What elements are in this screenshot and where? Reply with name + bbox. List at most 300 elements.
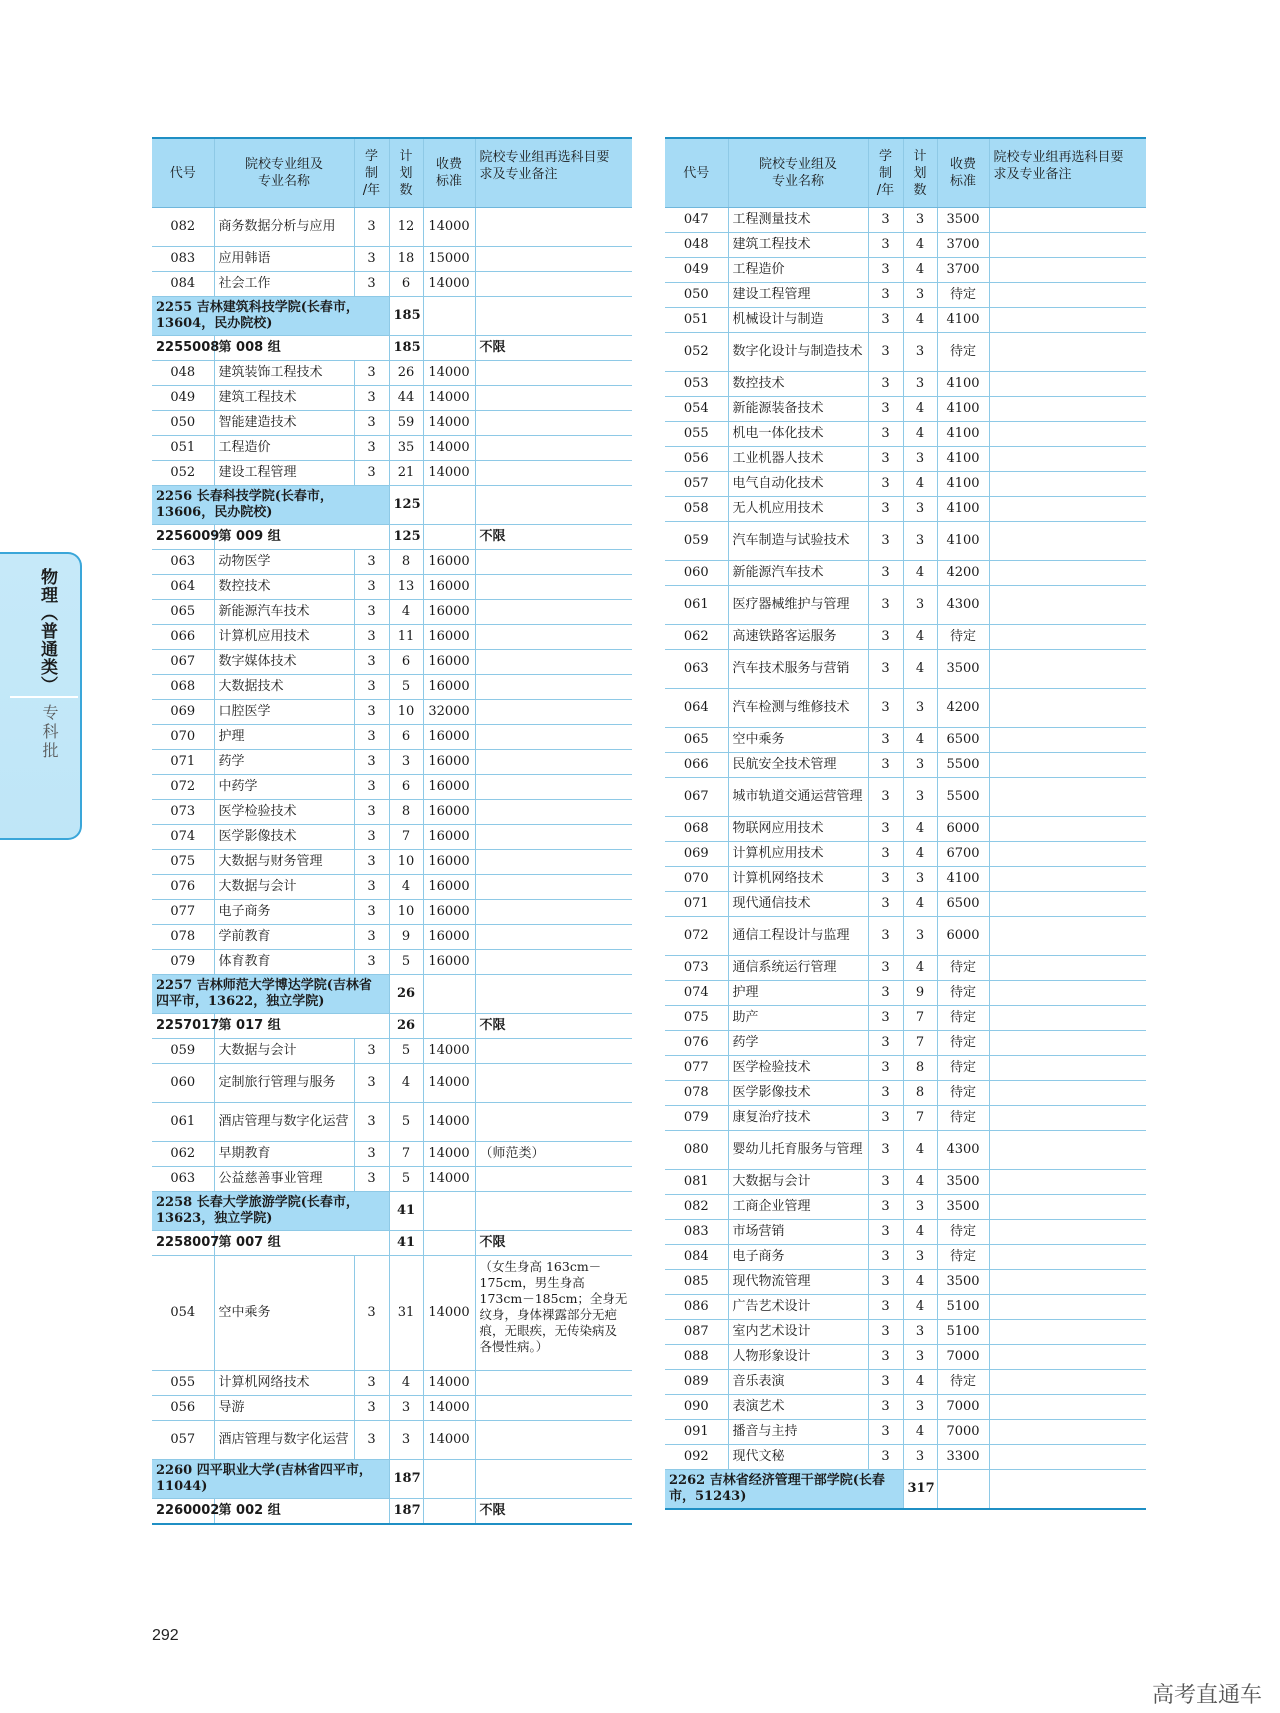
major-row [152, 675, 632, 700]
major-note [989, 917, 1146, 956]
major-note [989, 372, 1146, 397]
major-row [152, 1256, 632, 1371]
major-note [475, 950, 632, 975]
major-row [665, 892, 1146, 917]
major-note [989, 258, 1146, 283]
major-name: 建筑工程技术 [728, 233, 868, 258]
major-row [665, 1056, 1146, 1081]
major-plan: 4 [389, 875, 423, 900]
major-plan: 5 [389, 950, 423, 975]
major-code: 051 [152, 436, 214, 461]
major-years: 3 [868, 372, 903, 397]
major-note [989, 867, 1146, 892]
major-note [989, 522, 1146, 561]
major-code: 080 [665, 1131, 728, 1170]
major-fee: 4100 [937, 867, 989, 892]
major-name: 药学 [214, 750, 354, 775]
major-row [665, 753, 1146, 778]
major-code: 049 [152, 386, 214, 411]
major-years: 3 [354, 700, 389, 725]
major-note [989, 1170, 1146, 1195]
school-name: 2256 长春科技学院(长春市，13606，民办院校) [152, 486, 389, 525]
group-name: 第 017 组 [214, 1014, 389, 1039]
major-name: 汽车技术服务与营销 [728, 650, 868, 689]
major-note [475, 272, 632, 297]
major-code: 054 [152, 1256, 214, 1371]
major-row [152, 800, 632, 825]
major-years: 3 [354, 650, 389, 675]
major-row [152, 208, 632, 247]
major-name: 汽车检测与维修技术 [728, 689, 868, 728]
major-name: 室内艺术设计 [728, 1320, 868, 1345]
major-plan: 4 [903, 1170, 937, 1195]
major-fee: 16000 [423, 650, 475, 675]
major-years: 3 [354, 1103, 389, 1142]
major-name: 护理 [214, 725, 354, 750]
major-note [475, 675, 632, 700]
major-row [152, 575, 632, 600]
major-plan: 3 [903, 1245, 937, 1270]
left-admission-table [152, 137, 632, 1525]
major-name: 建设工程管理 [214, 461, 354, 486]
group-note: 不限 [475, 1231, 632, 1256]
major-name: 大数据与会计 [214, 1039, 354, 1064]
major-code: 067 [665, 778, 728, 817]
major-fee: 14000 [423, 386, 475, 411]
major-note [475, 575, 632, 600]
major-row [152, 600, 632, 625]
major-code: 076 [152, 875, 214, 900]
major-code: 056 [152, 1396, 214, 1421]
major-years: 3 [868, 233, 903, 258]
major-years: 3 [868, 753, 903, 778]
major-fee: 14000 [423, 1064, 475, 1103]
major-code: 067 [152, 650, 214, 675]
major-fee: 14000 [423, 1039, 475, 1064]
major-note [989, 981, 1146, 1006]
major-name: 医学检验技术 [728, 1056, 868, 1081]
major-note [475, 750, 632, 775]
major-name: 助产 [728, 1006, 868, 1031]
major-plan: 4 [903, 842, 937, 867]
major-plan: 3 [903, 867, 937, 892]
major-plan: 4 [903, 956, 937, 981]
major-code: 072 [665, 917, 728, 956]
major-fee: 6700 [937, 842, 989, 867]
major-years: 3 [868, 447, 903, 472]
major-plan: 18 [389, 247, 423, 272]
major-code: 085 [665, 1270, 728, 1295]
major-note [989, 892, 1146, 917]
major-note [475, 875, 632, 900]
major-plan: 3 [903, 1445, 937, 1470]
major-years: 3 [868, 397, 903, 422]
major-row [152, 247, 632, 272]
header-years: 学 制 /年 [868, 138, 903, 208]
major-name: 早期教育 [214, 1142, 354, 1167]
major-fee: 4200 [937, 561, 989, 586]
major-row [665, 867, 1146, 892]
major-plan: 10 [389, 700, 423, 725]
major-plan: 4 [903, 308, 937, 333]
major-row [665, 842, 1146, 867]
major-years: 3 [868, 1370, 903, 1395]
major-years: 3 [354, 775, 389, 800]
major-code: 064 [152, 575, 214, 600]
major-years: 3 [868, 561, 903, 586]
major-name: 计算机应用技术 [214, 625, 354, 650]
major-fee: 4100 [937, 397, 989, 422]
tab-divider [10, 696, 78, 698]
major-name: 医学影像技术 [728, 1081, 868, 1106]
major-fee: 待定 [937, 1056, 989, 1081]
major-note [475, 208, 632, 247]
major-note [475, 1064, 632, 1103]
major-note: （女生身高 163cm－175cm，男生身高 173cm－185cm；全身无纹身，身体裸露部分无疤痕，无眼疾，无传染病及各慢性病。） [475, 1256, 632, 1371]
major-fee: 3500 [937, 208, 989, 233]
group-row [152, 1499, 632, 1524]
major-fee: 16000 [423, 925, 475, 950]
major-years: 3 [354, 361, 389, 386]
major-code: 068 [665, 817, 728, 842]
major-fee: 待定 [937, 1245, 989, 1270]
major-fee: 16000 [423, 800, 475, 825]
school-plan: 185 [389, 297, 423, 336]
major-note [989, 1056, 1146, 1081]
major-fee: 4100 [937, 372, 989, 397]
major-years: 3 [354, 1167, 389, 1192]
group-row [152, 1231, 632, 1256]
major-years: 3 [354, 1396, 389, 1421]
school-plan: 26 [389, 975, 423, 1014]
major-name: 音乐表演 [728, 1370, 868, 1395]
major-note [989, 397, 1146, 422]
major-fee: 14000 [423, 1396, 475, 1421]
header-note: 院校专业组再选科目要 求及专业备注 [475, 138, 632, 208]
major-code: 066 [152, 625, 214, 650]
major-note [989, 625, 1146, 650]
major-name: 播音与主持 [728, 1420, 868, 1445]
major-name: 现代文秘 [728, 1445, 868, 1470]
major-years: 3 [354, 208, 389, 247]
major-code: 084 [665, 1245, 728, 1270]
major-years: 3 [868, 1170, 903, 1195]
major-row [152, 1371, 632, 1396]
major-name: 数字化设计与制造技术 [728, 333, 868, 372]
major-plan: 3 [903, 447, 937, 472]
major-name: 城市轨道交通运营管理 [728, 778, 868, 817]
major-years: 3 [354, 800, 389, 825]
major-name: 康复治疗技术 [728, 1106, 868, 1131]
major-name: 新能源汽车技术 [214, 600, 354, 625]
major-code: 082 [152, 208, 214, 247]
major-code: 063 [665, 650, 728, 689]
school-plan: 317 [903, 1470, 937, 1509]
group-code: 2256009 [152, 525, 214, 550]
group-code: 2255008 [152, 336, 214, 361]
major-plan: 3 [903, 1320, 937, 1345]
school-row [152, 486, 632, 525]
major-years: 3 [868, 283, 903, 308]
major-plan: 3 [903, 1195, 937, 1220]
major-fee: 14000 [423, 272, 475, 297]
major-years: 3 [354, 1142, 389, 1167]
group-name: 第 009 组 [214, 525, 389, 550]
major-code: 062 [152, 1142, 214, 1167]
major-row [152, 750, 632, 775]
major-years: 3 [868, 497, 903, 522]
group-plan: 125 [389, 525, 423, 550]
major-code: 050 [665, 283, 728, 308]
major-plan: 3 [903, 522, 937, 561]
group-plan: 185 [389, 336, 423, 361]
major-name: 数控技术 [214, 575, 354, 600]
header-name: 院校专业组及 专业名称 [214, 138, 354, 208]
major-plan: 11 [389, 625, 423, 650]
watermark: 高考直通车 [1151, 1683, 1262, 1708]
major-years: 3 [868, 1320, 903, 1345]
major-plan: 4 [903, 650, 937, 689]
major-name: 医学检验技术 [214, 800, 354, 825]
major-note [989, 308, 1146, 333]
major-name: 婴幼儿托育服务与管理 [728, 1131, 868, 1170]
school-row [152, 975, 632, 1014]
major-years: 3 [354, 900, 389, 925]
major-plan: 3 [903, 586, 937, 625]
major-plan: 13 [389, 575, 423, 600]
major-note [989, 1031, 1146, 1056]
major-row [152, 461, 632, 486]
major-row [665, 1131, 1146, 1170]
major-years: 3 [354, 825, 389, 850]
major-fee: 6000 [937, 917, 989, 956]
major-fee: 3300 [937, 1445, 989, 1470]
major-row [665, 728, 1146, 753]
major-row [665, 397, 1146, 422]
major-code: 068 [152, 675, 214, 700]
major-note [475, 900, 632, 925]
major-name: 市场营销 [728, 1220, 868, 1245]
major-row [152, 775, 632, 800]
major-fee: 3500 [937, 1195, 989, 1220]
major-row [152, 411, 632, 436]
major-years: 3 [868, 1031, 903, 1056]
major-fee: 14000 [423, 411, 475, 436]
major-note [475, 800, 632, 825]
major-name: 护理 [728, 981, 868, 1006]
major-plan: 4 [903, 1370, 937, 1395]
header-years: 学 制 /年 [354, 138, 389, 208]
major-fee: 14000 [423, 436, 475, 461]
major-code: 048 [152, 361, 214, 386]
major-note [989, 817, 1146, 842]
group-name: 第 008 组 [214, 336, 389, 361]
major-fee: 16000 [423, 875, 475, 900]
major-code: 063 [152, 550, 214, 575]
major-code: 075 [152, 850, 214, 875]
major-code: 059 [152, 1039, 214, 1064]
major-years: 3 [354, 411, 389, 436]
major-years: 3 [868, 892, 903, 917]
major-note [989, 1006, 1146, 1031]
major-plan: 7 [903, 1031, 937, 1056]
category-label: 物理（普通类） [37, 568, 57, 694]
major-note [475, 361, 632, 386]
major-plan: 8 [903, 1081, 937, 1106]
major-name: 工程造价 [728, 258, 868, 283]
major-plan: 4 [903, 561, 937, 586]
major-name: 新能源汽车技术 [728, 561, 868, 586]
major-code: 070 [152, 725, 214, 750]
major-row [152, 1103, 632, 1142]
major-name: 现代物流管理 [728, 1270, 868, 1295]
major-note [989, 1220, 1146, 1245]
major-plan: 4 [903, 1220, 937, 1245]
major-code: 071 [665, 892, 728, 917]
major-code: 090 [665, 1395, 728, 1420]
major-code: 057 [152, 1421, 214, 1460]
major-fee: 待定 [937, 956, 989, 981]
school-name: 2257 吉林师范大学博达学院(吉林省四平市，13622，独立学院) [152, 975, 389, 1014]
major-note [989, 333, 1146, 372]
major-fee: 待定 [937, 1220, 989, 1245]
major-row [665, 1320, 1146, 1345]
major-row [665, 497, 1146, 522]
major-fee: 16000 [423, 625, 475, 650]
major-note [989, 753, 1146, 778]
right-admission-table [665, 137, 1146, 1510]
major-name: 通信系统运行管理 [728, 956, 868, 981]
major-row [152, 361, 632, 386]
major-plan: 3 [389, 750, 423, 775]
major-code: 081 [665, 1170, 728, 1195]
major-years: 3 [868, 689, 903, 728]
major-plan: 21 [389, 461, 423, 486]
major-plan: 59 [389, 411, 423, 436]
major-row [665, 586, 1146, 625]
group-row [152, 336, 632, 361]
major-years: 3 [354, 272, 389, 297]
header-plan: 计 划 数 [903, 138, 937, 208]
major-row [152, 950, 632, 975]
page-number: 292 [152, 1627, 179, 1644]
major-code: 073 [152, 800, 214, 825]
major-row [665, 1420, 1146, 1445]
major-name: 人物形象设计 [728, 1345, 868, 1370]
major-row [152, 436, 632, 461]
group-plan: 41 [389, 1231, 423, 1256]
major-code: 056 [665, 447, 728, 472]
major-code: 072 [152, 775, 214, 800]
major-plan: 6 [389, 725, 423, 750]
major-name: 物联网应用技术 [728, 817, 868, 842]
major-fee: 16000 [423, 750, 475, 775]
major-row [152, 925, 632, 950]
major-years: 3 [354, 461, 389, 486]
major-fee: 6500 [937, 892, 989, 917]
major-name: 体育教育 [214, 950, 354, 975]
major-code: 052 [152, 461, 214, 486]
major-years: 3 [868, 650, 903, 689]
major-row [152, 1064, 632, 1103]
major-code: 049 [665, 258, 728, 283]
major-fee: 4100 [937, 497, 989, 522]
major-note [475, 1371, 632, 1396]
major-years: 3 [868, 981, 903, 1006]
group-code: 2257017 [152, 1014, 214, 1039]
major-note [989, 233, 1146, 258]
major-fee: 待定 [937, 283, 989, 308]
major-years: 3 [868, 1131, 903, 1170]
major-years: 3 [868, 258, 903, 283]
major-fee: 3700 [937, 233, 989, 258]
major-row [152, 900, 632, 925]
major-fee: 待定 [937, 1006, 989, 1031]
major-code: 074 [665, 981, 728, 1006]
major-note [989, 447, 1146, 472]
major-note [989, 956, 1146, 981]
major-fee: 16000 [423, 825, 475, 850]
major-plan: 6 [389, 650, 423, 675]
major-code: 052 [665, 333, 728, 372]
major-years: 3 [354, 600, 389, 625]
major-name: 工程造价 [214, 436, 354, 461]
major-row [665, 1106, 1146, 1131]
major-years: 3 [868, 472, 903, 497]
major-row [665, 1395, 1146, 1420]
major-years: 3 [868, 1445, 903, 1470]
category-side-tab [0, 552, 82, 840]
major-row [665, 778, 1146, 817]
major-years: 3 [868, 333, 903, 372]
major-fee: 16000 [423, 850, 475, 875]
major-years: 3 [354, 725, 389, 750]
major-years: 3 [868, 1106, 903, 1131]
major-row [665, 625, 1146, 650]
major-fee: 待定 [937, 625, 989, 650]
major-row [665, 917, 1146, 956]
major-plan: 6 [389, 272, 423, 297]
major-name: 医学影像技术 [214, 825, 354, 850]
major-code: 091 [665, 1420, 728, 1445]
major-name: 通信工程设计与监理 [728, 917, 868, 956]
major-years: 3 [868, 208, 903, 233]
major-row [665, 1245, 1146, 1270]
major-note [989, 728, 1146, 753]
major-years: 3 [868, 1395, 903, 1420]
major-code: 057 [665, 472, 728, 497]
major-code: 048 [665, 233, 728, 258]
major-years: 3 [354, 247, 389, 272]
major-fee: 5100 [937, 1295, 989, 1320]
major-row [665, 650, 1146, 689]
major-years: 3 [868, 1195, 903, 1220]
major-fee: 14000 [423, 1103, 475, 1142]
major-plan: 4 [389, 600, 423, 625]
major-plan: 8 [389, 550, 423, 575]
major-fee: 待定 [937, 333, 989, 372]
major-years: 3 [354, 575, 389, 600]
major-row [665, 1345, 1146, 1370]
major-plan: 7 [903, 1006, 937, 1031]
major-row [665, 422, 1146, 447]
major-row [665, 472, 1146, 497]
major-fee: 14000 [423, 208, 475, 247]
header-fee: 收费 标准 [423, 138, 475, 208]
major-row [665, 1370, 1146, 1395]
major-years: 3 [354, 1039, 389, 1064]
major-plan: 3 [389, 1421, 423, 1460]
